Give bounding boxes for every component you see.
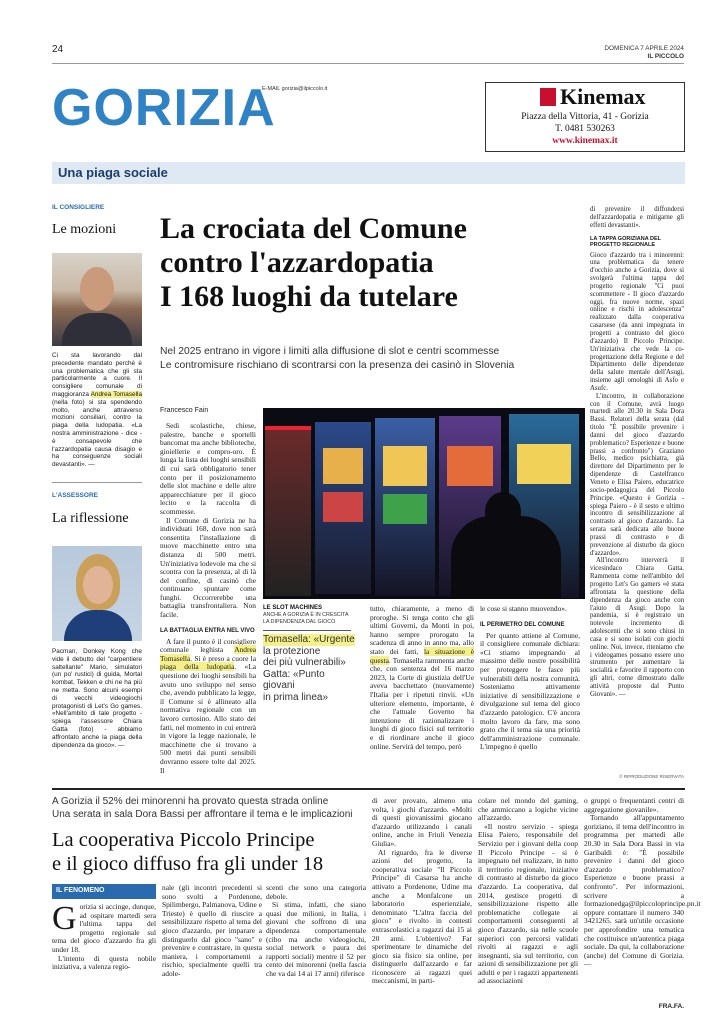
main-col4 bbox=[480, 605, 580, 752]
headline-line-1: La crociata del Comune bbox=[160, 212, 467, 245]
body-shape bbox=[62, 313, 132, 346]
slot-screen-2b bbox=[323, 492, 363, 522]
kinemax-phone: T. 0481 530263 bbox=[555, 124, 615, 134]
section-email: E-MAIL gorizia@ilpiccolo.it bbox=[262, 86, 328, 92]
col3-paragraph: tutto, chiaramente, a meno di proroghe. Si tenga conto che gli ultimi Governi, da Monti in poi, hanno sempre prorogato la scadenza di anno in anno ma, allo stato dei fatti, la situazione è questa. Tomasella rammenta anche che, con sentenza del 16 marzo 2023, la Corte di giustizia dell'Ue aveva bacchettato (nuovamente) l'Italia per i ripetuti rinvii. «Un ulteriore elemento, importante, è che l'attuale Governo ha intenzione di razionalizzare i luoghi di gioco fisici sul territorio e di riordinare anche il gioco online. Servirà del tempo, però bbox=[370, 604, 475, 751]
bottom-article-rule bbox=[52, 788, 685, 790]
col1-subhead: LA BATTAGLIA ENTRA NEL VIVO bbox=[160, 627, 255, 634]
face-shape bbox=[83, 566, 113, 604]
quote-line-1: Tomasella: «Urgente bbox=[263, 634, 355, 645]
bottom-col4-paragraph-2: Al riguardo, fra le diverse azioni del progetto, la cooperativa sociale "Il Piccolo Principe" di Casarsa ha anche attivato a Pordenone, Udine ma anche a Monfalcone un laboratorio esperienziale, denominato "L'altra faccia del gioco" e rivolto in contesti extrascolastici a ragazzi dai 15 ai 20 anni. L'obiettivo? Far sperimentare le dinamiche del gioco sia fisico sia online, per distinguerlo dall'azzardo e far riconoscere ai ragazzi quei meccanismi, in parti- bbox=[372, 847, 472, 986]
kinemax-url[interactable]: www.kinemax.it bbox=[552, 136, 618, 146]
bottom-headline bbox=[52, 828, 367, 876]
main-col3 bbox=[370, 605, 474, 751]
headline-line-2: contro l'azzardopatia bbox=[160, 246, 434, 279]
slot-screen-3 bbox=[383, 446, 427, 486]
slot-screen-3b bbox=[383, 494, 427, 524]
quote-line-2: la protezione bbox=[263, 645, 321, 657]
bottom-col1-paragraph-1: orizia si accinge, dunque, ad ospitare martedì sera l'ultima tappa del progetto regionale sul tema del gioco d'azzardo fra gli under 18. bbox=[52, 902, 156, 954]
col4-paragraph-2: Per quanto attiene al Comune, il consigliere comunale dichiara: «Ci stiamo impegnando al massimo delle nostre possibilità per proteggere le fasce più vulnerabili della nostra comunità. Sosteniamo attivamente iniziative di sensibilizzazione e divulgazione sul tema del gioco d'azzardo patologico. C'è ancora molto lavoro da fare, ma sono grato che il tema sia una priorità dell'amministrazione comunale. L'impegno è quello bbox=[480, 630, 580, 752]
quote-line-4: Gatta: «Punto giovani bbox=[263, 668, 325, 692]
bottom-subtitle-line-1: A Gorizia il 52% dei minorenni ha provato questa strada online bbox=[52, 796, 329, 807]
quote-line-3: dei più vulnerabili» bbox=[263, 657, 346, 669]
bottom-col3-paragraph-2: Si stima, infatti, che siano quasi due milioni, in Italia, i giovani che soffrono di una dipendenza comportamentale (cibo ma anche videogiochi, social network e paura dei rapporti sociali) mentre il 52 per cento dei minorenni (nella fascia che va dai 14 ai 17 anni) riferisce bbox=[266, 900, 366, 978]
col5-paragraph-3: L'incontro, in collaborazione con il Comune, avrà luogo martedì alle 20.30 in Sala Dora Bassi. Relatori della serata (dal titolo "È possibile prevenire i danni del gioco d'azzardo problematico? Esperienze e buone prassi a confronto") Graziano Bello, medico psichiatra, già direttore del Dipartimento per le dipendenze di Castelfranco Veneto e Elisa Paiero, educatrice socio-pedagogica del Piccolo Principe. «Questo è Gorizia - spiega Paiero - è il sesto e ultimo incontro di sensibilizzazione al contrasto al gioco d'azzardo. La serata sarà dedicata alle buone prassi di contrasto e di prevenzione al disturbo da gioco d'azzardo». bbox=[590, 392, 684, 557]
slot-machine-1 bbox=[265, 426, 311, 596]
slot-machines-photo bbox=[263, 408, 585, 599]
assessore-title: La riflessione bbox=[52, 511, 129, 526]
bottom-tag bbox=[52, 884, 156, 899]
main-col5 bbox=[590, 206, 684, 699]
newspaper-name: IL PICCOLO bbox=[647, 53, 684, 60]
sidebar-divider bbox=[52, 482, 142, 483]
bottom-headline-line-2: e il gioco diffuso fra gli under 18 bbox=[52, 853, 324, 875]
col1-paragraph-2: Il Comune di Gorizia ne ha individuati 168, dove non sarà consentita l'installazione di nuove macchinette entro una distanza di 500 metri. Un'iniziativa lodevole ma che si scontra con la presenza, al di là del confine, di casinò che continuano spuntare come funghi. Occorrerebbe una battaglia transfrontaliera. Non facile. bbox=[160, 515, 256, 620]
topic-bar bbox=[52, 162, 685, 184]
subtitle-line-2: Le contromisure rischiano di scontrarsi con la presenza dei casinò in Slovenia bbox=[160, 360, 515, 371]
issue-date: DOMENICA 7 APRILE 2024 bbox=[604, 45, 684, 52]
bottom-tag-label: IL FENOMENO bbox=[56, 887, 105, 894]
bottom-headline-line-1: La cooperativa Piccolo Principe bbox=[52, 829, 315, 851]
bottom-col1 bbox=[52, 900, 156, 972]
bottom-col4 bbox=[372, 797, 472, 986]
col1-paragraph-3: A fare il punto è il consigliere comunale leghista Andrea Tomasella. Si è preso a cuore la piaga della ludopatia. «La questione dei luoghi sensibili ha avuto uno sviluppo nel senso che, avendo pubblicato la legge, il Comune si è allineato alla normativa regionale con un lavoro certosino. Allo stato dei fatti, nel momento in cui entrerà in vigore la legge nazionale, le macchinette che si trovano a 500 metri dai punti sensibili dovranno essere tolte dal 2025. Il bbox=[160, 636, 256, 775]
consigliere-tag: IL CONSIGLIERE bbox=[52, 204, 105, 211]
slot-machine-3 bbox=[375, 418, 435, 596]
col5-paragraph-1: di prevenire il diffondersi dell'azzardopatia e mitigarne gli effetti devastanti». bbox=[590, 206, 684, 229]
kinemax-logo-icon bbox=[540, 88, 556, 106]
bottom-col6-paragraph-2: Tornando all'appuntamento goriziano, il tema dell'incontro in programma per martedì alle 20.30 in Sala Dora Bassi in via Garibaldi è: "È possibile prevenire i danni del gioco d'azzardo problematico? Esperienze e buone prassi a confronto". Per informazioni, scrivere a formazionedga@ilpiccoloprincipe.pn.it oppure contattare il numero 340 3421265. sarà un'utile occasione per approfondire una tematica che costituisce un'autentica piaga sociale. Da qui, la collaborazione (anche) del Comune di Gorizia. — bbox=[584, 813, 701, 969]
col4-subhead: IL PERIMETRO DEL COMUNE bbox=[480, 621, 565, 628]
topic-label: Una piaga sociale bbox=[58, 165, 168, 180]
photo-caption-line-1: ANCHE A GORIZIA È IN CRESCITA bbox=[263, 612, 349, 618]
header-rule bbox=[52, 63, 684, 64]
bottom-subtitle-line-2: Una serata in sala Dora Bassi per affrontare il tema e le implicazioni bbox=[52, 809, 353, 820]
assessore-photo bbox=[52, 546, 142, 641]
slot-screen-4 bbox=[447, 446, 493, 486]
kinemax-address: Piazza della Vittoria, 41 - Gorizia bbox=[521, 112, 649, 122]
bottom-col1-paragraph-2: L'intento di questa nobile iniziativa, a valenza regio- bbox=[52, 953, 156, 972]
kinemax-ad[interactable] bbox=[485, 82, 685, 152]
bottom-col5 bbox=[478, 797, 578, 986]
assessore-tag: L'ASSESSORE bbox=[52, 492, 98, 499]
pull-quote bbox=[263, 634, 355, 704]
quote-rule bbox=[263, 630, 351, 631]
assessore-caption: Pacman, Donkey Kong che vide il debutto del "carpentiere saltellante" Mario, simulatori (un po' rustici) di guida, Mortal kombat, Tekken e chi ne ha più ne metta. Sono alcuni esempi di vecchi videogiochi protagonisti di Let's Go games. «Nell'ambito di tale progetto - spiega l'assessore Chiara Gatta (foto) - abbiamo affrontato anche la piaga della dipendenza da gioco». — bbox=[52, 648, 142, 749]
main-col1 bbox=[160, 422, 256, 775]
consigliere-title: Le mozioni bbox=[52, 222, 117, 237]
consigliere-caption: Ci sta lavorando dal precedente mandato perché è una problematica che gli sta particolarmente a cuore. Il consigliere comunale di maggioranza Andrea Tomasella (nella foto) si sta spendendo molto, anche attraverso mozioni consiliari, contro la piaga della ludopatia. «La nostra amministrazione - dice - è consapevole che l'azzardopatia causa disagio e ha conseguenze sociali devastanti». — bbox=[52, 352, 142, 469]
bottom-col5-paragraph-2: «Il nostro servizio - spiega Elisa Paiero, responsabile del Servizio per i giovani della coop Il Piccolo Principe - si è impegnato nel realizzare, in tutto il territorio regionale, iniziative di contrasto al disturbo da gioco d'azzardo. La cooperativa, dal 2014, gestisce progetti di sensibilizzazione rispetto alle problematiche collegate ai comportamenti conseguenti al gioco d'azzardo, sia nelle scuole superiori con percorsi validati rivolti ai ragazzi e agli insegnanti, sia sul territorio, con azioni di sensibilizzazione per gli adulti e per i ragazzi appartenenti ad associazioni bbox=[478, 821, 578, 986]
bottom-subtitle bbox=[52, 795, 367, 821]
photo-tag: LE SLOT MACHINES bbox=[263, 605, 323, 611]
consigliere-photo bbox=[52, 253, 142, 346]
col4-paragraph-1: le cose si stanno muovendo». bbox=[480, 604, 567, 613]
col5-paragraph-4: All'incontro interverrà il vicesindaco Chiara Gatta. Rammenta come nell'ambito del progetto Let's Go gamers «è stata affrontata la questione della dipendenza da gioco anche con l'aiuto di Asugi. Dopo la pandemia, si è registrato un notevole incremento di adolescenti che si sono chiusi in casa e si sono isolati con giochi online. Noi, invece, riteniamo che i videogames possano essere uno strumento per aumentare la socialità e favorire il rapporto con gli altri, come dimostrato dalle attività proposte dal Punto Giovani». — bbox=[590, 557, 684, 698]
byline: Francesco Fain bbox=[160, 407, 209, 414]
slot-screen-5 bbox=[517, 444, 571, 484]
player-head bbox=[485, 492, 521, 532]
headline-line-3: I 168 luoghi da tutelare bbox=[160, 280, 458, 313]
jacket-shape bbox=[64, 610, 132, 641]
bottom-col6-paragraph-1: o gruppi o frequentanti centri di aggregazione giovanile». bbox=[584, 796, 684, 814]
slot-screen-2 bbox=[323, 448, 363, 484]
bottom-col2: nale (gli incontri precedenti si sono svolti a Pordenone, Spilimbergo, Palmanova, Udine e Trieste) è quello di riuscire a sensibilizzare rispetto al tema del gioco d'azzardo, per imparare a distinguerlo dal gioco "sano" e prevenire e contrastare, in questa maniera, i comportamenti a rischio, specialmente quelli tra adole- bbox=[162, 883, 262, 978]
photo-caption-line-2: LA DIPENDENZA DAL GIOCO bbox=[263, 618, 336, 625]
col5-subhead: LA TAPPA GORIZIANA DEL PROGETTO REGIONALE bbox=[590, 235, 661, 249]
bottom-col3 bbox=[266, 884, 366, 979]
page-number: 24 bbox=[52, 44, 64, 55]
slot-machine-2 bbox=[315, 422, 371, 594]
copyright: © RIPRODUZIONE RISERVATA bbox=[619, 774, 684, 779]
section-title: GORIZIA bbox=[52, 79, 276, 137]
bottom-col4-paragraph-1: di aver provato, almeno una volta, i giochi d'azzardo. «Molti di questi giovanissimi giocano d'azzardo utilizzando i canali online, anche in Friuli Venezia Giulia». bbox=[372, 796, 472, 848]
photo-caption bbox=[263, 612, 349, 625]
kinemax-brand: Kinemax bbox=[560, 84, 646, 109]
bottom-col5-paragraph-1: colare nel mondo del gaming, che ammiccano a logiche vicine all'azzardo. bbox=[478, 796, 578, 823]
subtitle-line-1: Nel 2025 entrano in vigore i limiti alla diffusione di slot e centri scommesse bbox=[160, 346, 500, 357]
quote-line-5: in prima linea» bbox=[263, 691, 329, 703]
bottom-col6 bbox=[584, 796, 701, 969]
col5-paragraph-2: Gioco d'azzardo tra i minorenni: una problematica da tenere d'occhio anche a Gorizia, dove si svolgerà l'ultima tappa del progetto regionale "Ci puoi scommettere - Il gioco d'azzardo oggi, fra nuove norme, spazi online e rischi in adolescenza" realizzato dalla cooperativa casarsese (da anni impegnata in progetti a contrasto del gioco d'azzardo) Il Piccolo Principe. Un'iniziativa che vede la co-progettazione della Regione e del Dipartimento delle dipendenze della salute mentale dell'Asugi, insieme agli omologhi di Asfo e Asufc. bbox=[590, 251, 684, 392]
head-shape bbox=[80, 267, 114, 311]
bottom-col3-paragraph-1: scenti che sono una categoria debole. bbox=[266, 883, 366, 901]
drop-cap: G bbox=[52, 900, 77, 937]
bottom-signature: FRA.FA. bbox=[658, 1003, 684, 1010]
col1-paragraph-1: Sedi scolastiche, chiese, palestre, banche e sportelli bancomat ma anche biblioteche, gioiellerie e compro-oro. È lunga la lista dei luoghi sensibili di cui sarà obbligatorio tener conto per il posizionamento delle slot machine e delle altre apparecchiature per il gioco lecito e la raccolta di scommesse. bbox=[160, 421, 256, 516]
